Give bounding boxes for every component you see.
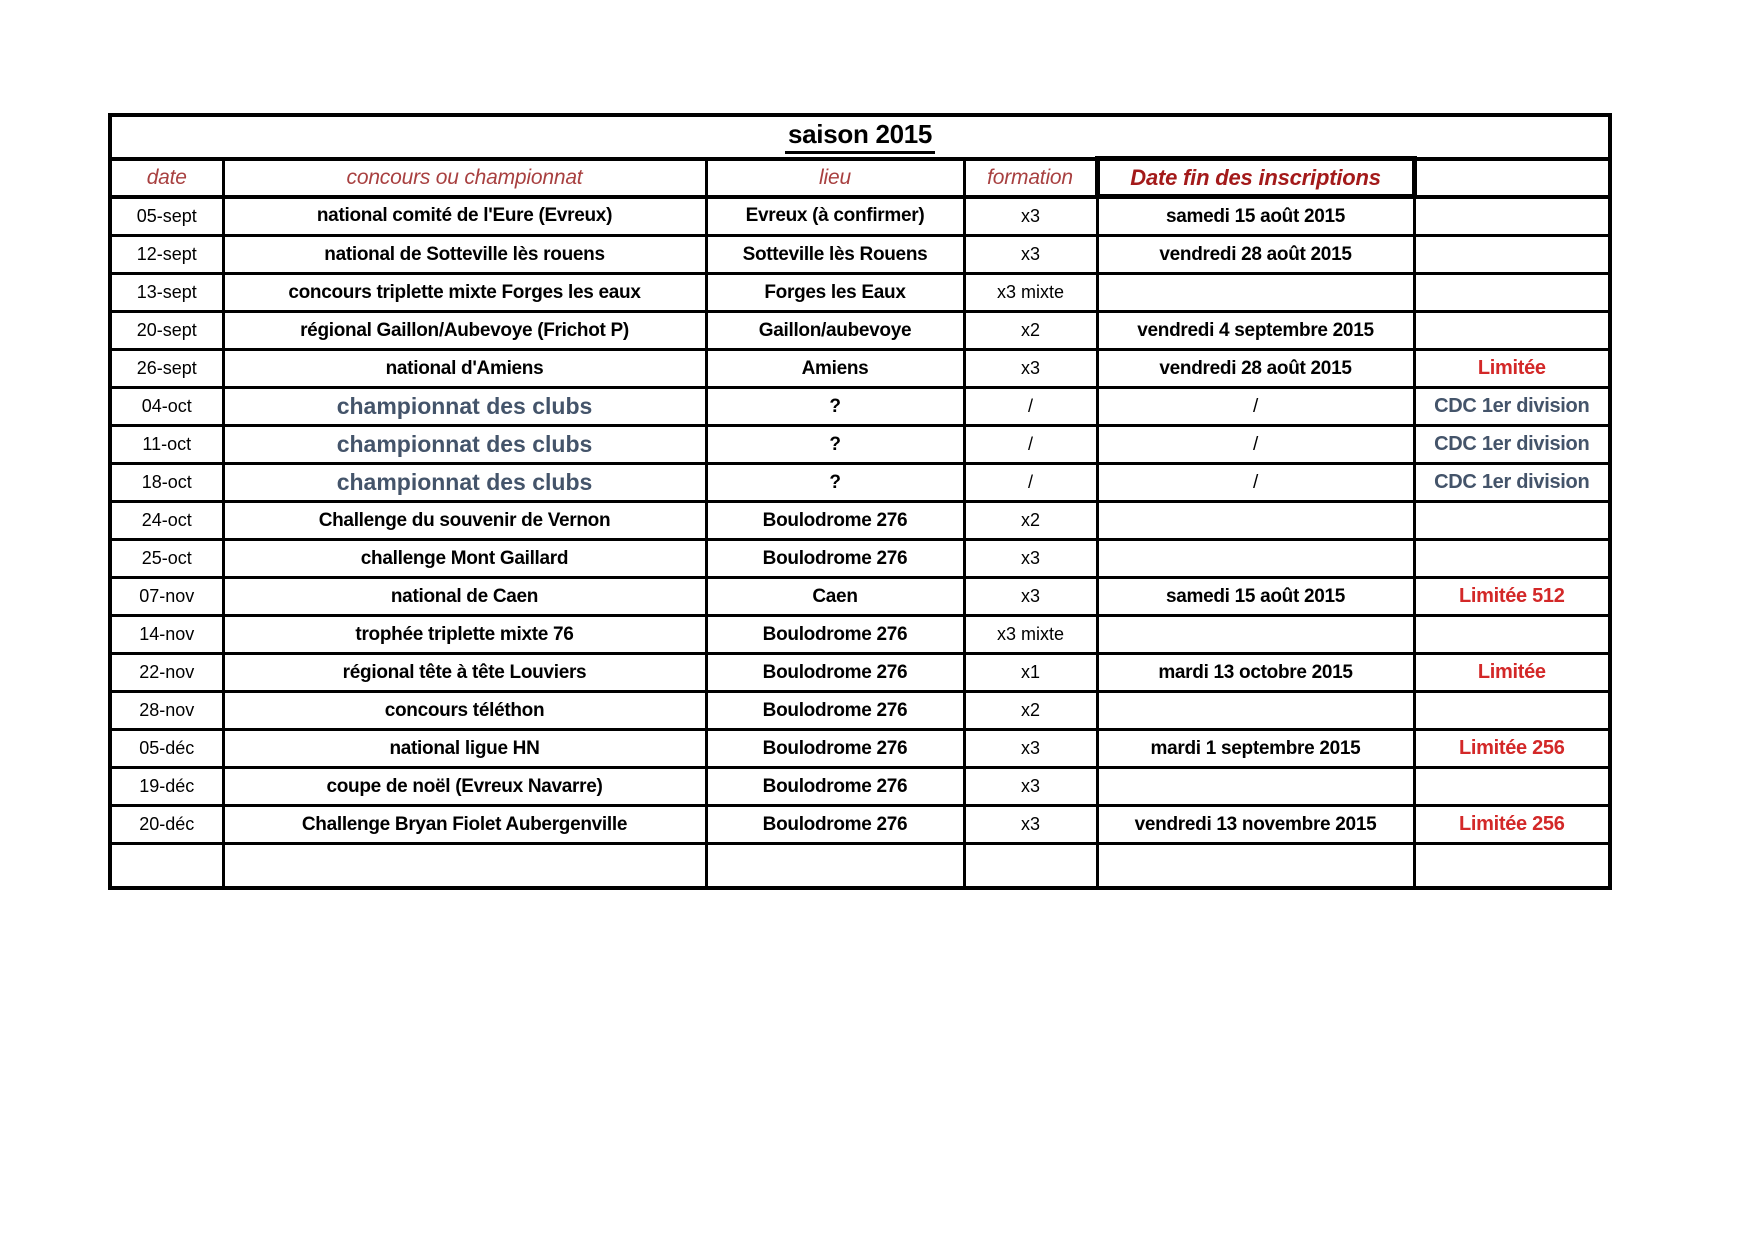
cell-note bbox=[1414, 540, 1610, 578]
cell-formation: x2 bbox=[964, 692, 1097, 730]
cell-date-fin bbox=[1097, 540, 1414, 578]
cell-concours: concours téléthon bbox=[223, 692, 706, 730]
cell-date: 14-nov bbox=[110, 616, 223, 654]
column-header-lieu: lieu bbox=[706, 159, 964, 197]
table-row bbox=[110, 654, 1610, 692]
cell-note: Limitée 256 bbox=[1414, 806, 1610, 844]
cell-date: 24-oct bbox=[110, 502, 223, 540]
page-title: saison 2015 bbox=[785, 119, 935, 154]
cell-date-fin bbox=[1097, 502, 1414, 540]
cell-note bbox=[1414, 844, 1610, 889]
cell-formation: x1 bbox=[964, 654, 1097, 692]
table-row bbox=[110, 464, 1610, 502]
cell-date: 25-oct bbox=[110, 540, 223, 578]
cell-date: 12-sept bbox=[110, 236, 223, 274]
cell-note: Limitée 512 bbox=[1414, 578, 1610, 616]
cell-formation: / bbox=[964, 464, 1097, 502]
cell-note bbox=[1414, 616, 1610, 654]
cell-formation: x3 mixte bbox=[964, 274, 1097, 312]
header-row bbox=[110, 159, 1610, 197]
cell-date-fin bbox=[1097, 768, 1414, 806]
cell-concours bbox=[223, 844, 706, 889]
cell-lieu: Boulodrome 276 bbox=[706, 616, 964, 654]
cell-concours: national de Sotteville lès rouens bbox=[223, 236, 706, 274]
table-row bbox=[110, 616, 1610, 654]
column-header-date: date bbox=[110, 159, 223, 197]
cell-lieu: ? bbox=[706, 388, 964, 426]
cell-date: 13-sept bbox=[110, 274, 223, 312]
cell-note: Limitée 256 bbox=[1414, 730, 1610, 768]
cell-formation: / bbox=[964, 426, 1097, 464]
cell-note bbox=[1414, 692, 1610, 730]
cell-lieu: Boulodrome 276 bbox=[706, 540, 964, 578]
table-row bbox=[110, 312, 1610, 350]
cell-note bbox=[1414, 236, 1610, 274]
cell-date: 19-déc bbox=[110, 768, 223, 806]
cell-note: CDC 1er division bbox=[1414, 388, 1610, 426]
cell-note bbox=[1414, 274, 1610, 312]
cell-lieu: Boulodrome 276 bbox=[706, 730, 964, 768]
cell-date: 04-oct bbox=[110, 388, 223, 426]
cell-date-fin bbox=[1097, 616, 1414, 654]
cell-concours: trophée triplette mixte 76 bbox=[223, 616, 706, 654]
table-row bbox=[110, 844, 1610, 889]
column-header-note bbox=[1414, 159, 1610, 197]
cell-lieu: ? bbox=[706, 464, 964, 502]
cell-lieu: Boulodrome 276 bbox=[706, 692, 964, 730]
cell-date-fin: / bbox=[1097, 464, 1414, 502]
cell-lieu: Boulodrome 276 bbox=[706, 502, 964, 540]
cell-date-fin: mardi 1 septembre 2015 bbox=[1097, 730, 1414, 768]
cell-note: Limitée bbox=[1414, 654, 1610, 692]
table-body bbox=[110, 197, 1610, 889]
cell-formation: x3 bbox=[964, 236, 1097, 274]
cell-lieu: Evreux (à confirmer) bbox=[706, 197, 964, 236]
table-row bbox=[110, 730, 1610, 768]
table-row bbox=[110, 388, 1610, 426]
cell-date bbox=[110, 844, 223, 889]
cell-date: 20-déc bbox=[110, 806, 223, 844]
cell-formation: x3 bbox=[964, 540, 1097, 578]
cell-formation: x2 bbox=[964, 312, 1097, 350]
cell-date: 18-oct bbox=[110, 464, 223, 502]
cell-concours: régional tête à tête Louviers bbox=[223, 654, 706, 692]
cell-lieu: Forges les Eaux bbox=[706, 274, 964, 312]
table-row bbox=[110, 197, 1610, 236]
table-row bbox=[110, 350, 1610, 388]
cell-note bbox=[1414, 768, 1610, 806]
title-cell bbox=[110, 115, 1610, 159]
cell-formation: x3 bbox=[964, 768, 1097, 806]
cell-date-fin bbox=[1097, 844, 1414, 889]
cell-concours: Challenge Bryan Fiolet Aubergenville bbox=[223, 806, 706, 844]
cell-concours: concours triplette mixte Forges les eaux bbox=[223, 274, 706, 312]
cell-formation: x2 bbox=[964, 502, 1097, 540]
cell-formation: x3 bbox=[964, 806, 1097, 844]
cell-formation bbox=[964, 844, 1097, 889]
cell-date: 26-sept bbox=[110, 350, 223, 388]
cell-lieu: Sotteville lès Rouens bbox=[706, 236, 964, 274]
cell-concours: régional Gaillon/Aubevoye (Frichot P) bbox=[223, 312, 706, 350]
table-row bbox=[110, 540, 1610, 578]
cell-concours: championnat des clubs bbox=[223, 388, 706, 426]
table-row bbox=[110, 768, 1610, 806]
title-row bbox=[110, 115, 1610, 159]
cell-note bbox=[1414, 502, 1610, 540]
cell-concours: coupe de noël (Evreux Navarre) bbox=[223, 768, 706, 806]
cell-lieu: Boulodrome 276 bbox=[706, 768, 964, 806]
cell-formation: x3 bbox=[964, 730, 1097, 768]
cell-note bbox=[1414, 197, 1610, 236]
cell-date-fin bbox=[1097, 274, 1414, 312]
cell-note: CDC 1er division bbox=[1414, 426, 1610, 464]
cell-date-fin: / bbox=[1097, 388, 1414, 426]
cell-formation: x3 bbox=[964, 350, 1097, 388]
cell-date: 20-sept bbox=[110, 312, 223, 350]
cell-lieu: ? bbox=[706, 426, 964, 464]
table-row bbox=[110, 426, 1610, 464]
cell-concours: challenge Mont Gaillard bbox=[223, 540, 706, 578]
cell-lieu: Boulodrome 276 bbox=[706, 654, 964, 692]
column-header-concours: concours ou championnat bbox=[223, 159, 706, 197]
cell-date-fin bbox=[1097, 692, 1414, 730]
cell-concours: championnat des clubs bbox=[223, 426, 706, 464]
cell-formation: x3 mixte bbox=[964, 616, 1097, 654]
table-row bbox=[110, 692, 1610, 730]
cell-note bbox=[1414, 312, 1610, 350]
cell-date: 07-nov bbox=[110, 578, 223, 616]
cell-date: 05-sept bbox=[110, 197, 223, 236]
cell-note: Limitée bbox=[1414, 350, 1610, 388]
cell-lieu: Caen bbox=[706, 578, 964, 616]
cell-date: 22-nov bbox=[110, 654, 223, 692]
table-row bbox=[110, 502, 1610, 540]
cell-lieu: Amiens bbox=[706, 350, 964, 388]
cell-concours: national ligue HN bbox=[223, 730, 706, 768]
cell-concours: national de Caen bbox=[223, 578, 706, 616]
cell-date-fin: samedi 15 août 2015 bbox=[1097, 197, 1414, 236]
cell-date-fin: samedi 15 août 2015 bbox=[1097, 578, 1414, 616]
column-header-date-fin-inscriptions: Date fin des inscriptions bbox=[1097, 159, 1414, 197]
cell-lieu: Gaillon/aubevoye bbox=[706, 312, 964, 350]
cell-date: 11-oct bbox=[110, 426, 223, 464]
table-row bbox=[110, 236, 1610, 274]
cell-note: CDC 1er division bbox=[1414, 464, 1610, 502]
cell-concours: national d'Amiens bbox=[223, 350, 706, 388]
cell-formation: / bbox=[964, 388, 1097, 426]
table-row bbox=[110, 578, 1610, 616]
table-row bbox=[110, 806, 1610, 844]
cell-date-fin: / bbox=[1097, 426, 1414, 464]
cell-date: 28-nov bbox=[110, 692, 223, 730]
cell-concours: national comité de l'Eure (Evreux) bbox=[223, 197, 706, 236]
cell-date-fin: vendredi 13 novembre 2015 bbox=[1097, 806, 1414, 844]
cell-lieu: Boulodrome 276 bbox=[706, 806, 964, 844]
cell-formation: x3 bbox=[964, 197, 1097, 236]
cell-date-fin: mardi 13 octobre 2015 bbox=[1097, 654, 1414, 692]
cell-date-fin: vendredi 28 août 2015 bbox=[1097, 236, 1414, 274]
cell-concours: Challenge du souvenir de Vernon bbox=[223, 502, 706, 540]
table-row bbox=[110, 274, 1610, 312]
cell-lieu bbox=[706, 844, 964, 889]
cell-date-fin: vendredi 4 septembre 2015 bbox=[1097, 312, 1414, 350]
cell-concours: championnat des clubs bbox=[223, 464, 706, 502]
cell-date: 05-déc bbox=[110, 730, 223, 768]
column-header-formation: formation bbox=[964, 159, 1097, 197]
cell-formation: x3 bbox=[964, 578, 1097, 616]
season-schedule-table bbox=[108, 113, 1612, 890]
cell-date-fin: vendredi 28 août 2015 bbox=[1097, 350, 1414, 388]
